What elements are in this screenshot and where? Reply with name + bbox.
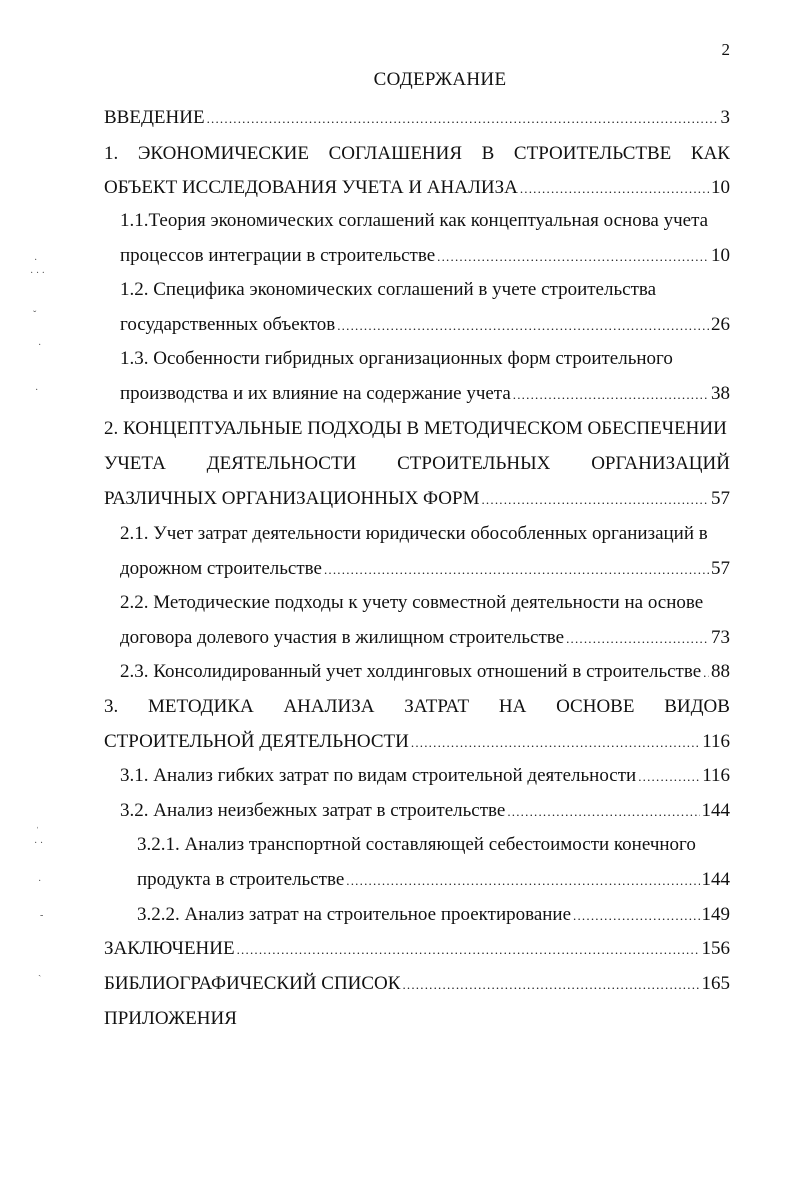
toc-entry-title: ПРИЛОЖЕНИЯ	[104, 1008, 237, 1029]
toc-word: АНАЛИЗА	[283, 696, 375, 717]
toc-entry-title: 1.1.Теория экономических соглашений как концептуальная основа учета	[120, 210, 709, 231]
toc-section-2-2[interactable]	[120, 624, 730, 652]
toc-entry-title: 1.3. Особенности гибридных организационных форм строительного	[120, 348, 673, 369]
toc-entry-title: 3.2.1. Анализ транспортной составляющей себестоимости конечного	[137, 834, 696, 855]
toc-word: СТРОИТЕЛЬНЫХ	[397, 453, 551, 474]
toc-chapter-1-heading[interactable]	[104, 140, 730, 168]
toc-entry-title: 3.2. Анализ неизбежных затрат в строительстве	[120, 800, 506, 821]
dot-leader	[337, 312, 709, 340]
toc-word: 1.	[104, 143, 119, 164]
toc-entry-conclusion[interactable]	[104, 935, 730, 963]
toc-entry-title: 3.1. Анализ гибких затрат по видам строительной деятельности	[120, 765, 637, 786]
toc-word: ДЕЯТЕЛЬНОСТИ	[206, 453, 357, 474]
toc-section-1-1[interactable]	[120, 242, 730, 270]
dot-leader	[411, 729, 700, 757]
toc-section-2-3[interactable]	[120, 658, 730, 686]
dot-leader	[207, 105, 719, 133]
toc-entry-title: РАЗЛИЧНЫХ ОРГАНИЗАЦИОННЫХ ФОРМ	[104, 488, 480, 509]
toc-section-2-1[interactable]	[120, 555, 730, 583]
toc-word: СТРОИТЕЛЬСТВЕ	[513, 143, 672, 164]
toc-entry-intro[interactable]	[104, 104, 730, 132]
toc-word: ОРГАНИЗАЦИЙ	[591, 453, 730, 474]
toc-section-3-2[interactable]	[120, 797, 730, 825]
toc-entry-title: 2. КОНЦЕПТУАЛЬНЫЕ ПОДХОДЫ В МЕТОДИЧЕСКОМ ОБЕСПЕЧЕНИИ	[104, 418, 727, 439]
toc-section-1-2-line1[interactable]	[120, 276, 730, 304]
dot-leader	[638, 763, 700, 791]
toc-chapter-2-heading-line2[interactable]	[104, 450, 730, 478]
dot-leader	[520, 175, 709, 203]
toc-page-number: 149	[701, 904, 730, 925]
toc-chapter-3[interactable]	[104, 728, 730, 756]
dot-leader	[402, 971, 699, 999]
dot-leader	[703, 659, 709, 687]
document-page: · · · · ˇ · · ˈ · · · - ˏ 2 СОДЕРЖАНИЕ ВВЕДЕНИЕ ..... 3 1. ЭКОНОМИЧЕСКИЕ СОГЛАШЕНИЯ В СТРОИТЕЛЬСТВЕ КАК ОБЪЕКТ ИССЛЕДОВАНИЯ УЧЕТА И АНАЛИЗА ..... 10 1.1.Теория экономических соглашений как концептуальная основа учета процессов интеграции в строительстве ..... 10 1.2. Специфика экономических соглашений в учете строительства государственных объектов ..... 26 1.3. Особенности гибридных организационных форм строительного производства и их влияние на содержание учета ..... 38 2. КОНЦЕПТУАЛЬНЫЕ ПОДХОДЫ В МЕТОДИЧЕСКОМ ОБЕСПЕЧЕНИИ УЧЕТА ДЕЯТЕЛЬНОСТИ СТРОИТЕЛЬНЫХ ОРГАНИЗАЦИЙ РАЗЛИЧНЫХ ОРГАНИЗАЦИОННЫХ ФОРМ ..... 57 2.1. Учет затрат деятельности юридически обособленных организаций в дорожном строительстве ..... 57 2.2. Методические подходы к учету совместной деятельности на основе договора долевого участия в жилищном строительстве ..... 73 2.3. Консолидированный учет холдинговых отношений в строительстве ..... 88 3. МЕТОДИКА АНАЛИЗА ЗАТРАТ НА ОСНОВЕ ВИДОВ СТРОИТЕЛЬНОЙ ДЕЯТЕЛЬНОСТИ ..... 116 3.1. Анализ гибких затрат по видам строительной деятельности ..... 116 3.2. Анализ неизбежных затрат в строительстве ..... 144 3.2.1. Анализ транспортной составляющей себестоимости конечного продукта в строительстве ..... 144 3.2.2. Анализ затрат на строительное проектирование ..... 149 ЗАКЛЮЧЕНИЕ ..... 156 БИБЛИОГРАФИЧЕСКИЙ СПИСОК ..... 165 ПРИЛОЖЕНИЯ	[0, 0, 795, 1196]
toc-entry-title: государственных объектов	[120, 314, 336, 335]
toc-section-3-2-2[interactable]	[137, 901, 730, 929]
toc-word: ОСНОВЕ	[556, 696, 635, 717]
toc-entry-title: 1.2. Специфика экономических соглашений в учете строительства	[120, 279, 657, 300]
dot-leader	[237, 936, 700, 964]
toc-word: НА	[498, 696, 527, 717]
toc-page-number: 73	[711, 627, 730, 648]
toc-section-2-2-line1[interactable]	[120, 589, 730, 617]
dot-leader	[566, 625, 709, 653]
toc-page-number: 144	[701, 800, 730, 821]
toc-section-3-1[interactable]	[120, 762, 730, 790]
dot-leader	[573, 902, 699, 930]
toc-entry-title: ЗАКЛЮЧЕНИЕ	[104, 938, 235, 959]
toc-entry-title: производства и их влияние на содержание учета	[120, 383, 511, 404]
toc-chapter-2[interactable]	[104, 485, 730, 513]
toc-entry-title: 2.2. Методические подходы к учету совместной деятельности на основе	[120, 592, 704, 613]
toc-word: В	[481, 143, 495, 164]
toc-section-2-1-line1[interactable]	[120, 520, 730, 548]
toc-entry-appendices[interactable]	[104, 1005, 730, 1033]
toc-entry-title: дорожном строительстве	[120, 558, 322, 579]
toc-word: ЗАТРАТ	[404, 696, 470, 717]
toc-word: СОГЛАШЕНИЯ	[328, 143, 463, 164]
toc-word: МЕТОДИКА	[147, 696, 254, 717]
toc-chapter-3-heading[interactable]	[104, 693, 730, 721]
toc-page-number: 26	[711, 314, 730, 335]
toc-page-number: 38	[711, 383, 730, 404]
toc-page-number: 156	[701, 938, 730, 959]
toc-chapter-1[interactable]	[104, 174, 730, 202]
dot-leader	[437, 243, 709, 271]
toc-entry-title: СТРОИТЕЛЬНОЙ ДЕЯТЕЛЬНОСТИ	[104, 731, 409, 752]
dot-leader	[481, 486, 709, 514]
toc-page-number: 57	[711, 558, 730, 579]
dot-leader	[507, 798, 699, 826]
toc-page-number: 116	[702, 731, 730, 752]
toc-page-number: 116	[702, 765, 730, 786]
toc-section-1-3[interactable]	[120, 380, 730, 408]
toc-entry-title: процессов интеграции в строительстве	[120, 245, 436, 266]
toc-section-3-2-1-line1[interactable]	[137, 831, 730, 859]
toc-page-number: 10	[711, 245, 730, 266]
toc-page-number: 88	[711, 661, 730, 682]
toc-page-number: 3	[720, 107, 730, 128]
page-number: 2	[721, 40, 730, 59]
toc-chapter-2-heading[interactable]	[104, 415, 730, 443]
toc-entry-bibliography[interactable]	[104, 970, 730, 998]
toc-entry-title: продукта в строительстве	[137, 869, 345, 890]
toc-word: УЧЕТА	[104, 453, 166, 474]
toc-entry-title: 3.2.2. Анализ затрат на строительное проектирование	[137, 904, 572, 925]
toc-word: ВИДОВ	[664, 696, 730, 717]
toc-section-1-1-line1[interactable]	[120, 207, 730, 235]
toc-page-number: 10	[711, 177, 730, 198]
toc-section-1-3-line1[interactable]	[120, 345, 730, 373]
toc-word: 3.	[104, 696, 119, 717]
toc-word: ЭКОНОМИЧЕСКИЕ	[137, 143, 309, 164]
dot-leader	[346, 867, 699, 895]
toc-entry-title: БИБЛИОГРАФИЧЕСКИЙ СПИСОК	[104, 973, 401, 994]
toc-entry-title: 2.3. Консолидированный учет холдинговых отношений в строительстве	[120, 661, 702, 682]
toc-section-1-2[interactable]	[120, 311, 730, 339]
toc-entry-title: 2.1. Учет затрат деятельности юридически обособленных организаций в	[120, 523, 708, 544]
toc-entry-title: ВВЕДЕНИЕ	[104, 107, 205, 128]
toc-entry-title: договора долевого участия в жилищном строительстве	[120, 627, 565, 648]
toc-page-number: 165	[701, 973, 730, 994]
toc-section-3-2-1[interactable]	[137, 866, 730, 894]
dot-leader	[513, 381, 709, 409]
dot-leader	[324, 556, 709, 584]
toc-page-number: 144	[701, 869, 730, 890]
toc-page-number: 57	[711, 488, 730, 509]
toc-word: КАК	[690, 143, 730, 164]
page-title: СОДЕРЖАНИЕ	[373, 69, 507, 90]
toc-entry-title: ОБЪЕКТ ИССЛЕДОВАНИЯ УЧЕТА И АНАЛИЗА	[104, 177, 518, 198]
